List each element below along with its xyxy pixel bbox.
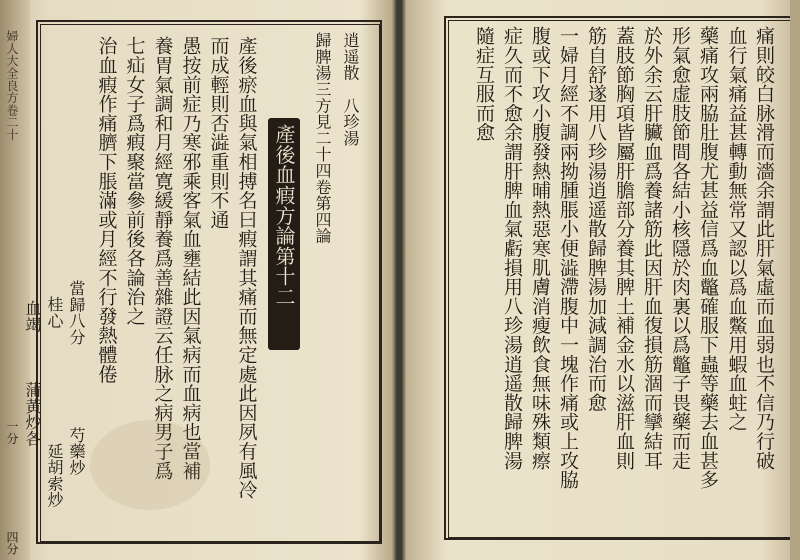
left-col-12: 一分 四分 [5, 420, 19, 556]
section-heading: 產後血瘕方論第十二 [272, 124, 296, 307]
left-col-7: 七疝女子爲瘕聚當參前後各論治之 [123, 36, 146, 326]
margin-text: 婦人大全良方卷二十 [5, 30, 19, 141]
left-col-1: 逍遥散 八珍湯 [341, 32, 360, 147]
right-page [404, 0, 800, 560]
right-col-6: 蓋肢節胸項皆屬肝膽部分養其脾土補金水以滋肝血則 [613, 26, 635, 470]
right-col-7: 筋自舒遂用八珍湯逍遥散歸脾湯加減調治而愈 [585, 26, 607, 412]
left-col-8: 治血瘕作痛臍下脹滿或月經不行發熱體倦 [95, 36, 118, 384]
right-col-11: 隨症互服而愈 [473, 26, 495, 142]
right-col-9: 腹或下攻小腹發熱晡熱惡寒肌膚消瘦飲食無味殊類瘵 [529, 26, 551, 470]
left-col-11: 血竭 蒲黃炒各 [23, 300, 42, 447]
right-col-1: 痛則皎白脉滑而濇余謂此肝氣虛而血弱也不信乃行破 [753, 26, 775, 470]
left-col-6: 養胃氣調和月經寛緩靜養爲善雜證云任脉之病男子爲 [151, 36, 174, 480]
right-col-4: 形氣愈虚肢節間各結小核隱於肉裏以爲鼈子畏藥而走 [669, 26, 691, 470]
paper-stain [90, 420, 210, 510]
right-col-5: 於外余云肝臟血爲養諸筋此因肝血復損筋涸而攣結耳 [641, 26, 663, 470]
left-col-3: 產後瘀血與氣相搏名曰瘕謂其痛而無定處此因夙有風冷 [235, 36, 258, 500]
right-col-2: 血行氣痛益甚轉動無常又認以爲血鱉用蝦血蛀之 [725, 26, 748, 432]
section-heading-block [268, 118, 300, 350]
left-col-10: 桂心 延胡索炒 [45, 296, 64, 508]
left-col-2: 歸脾湯三方見二十四卷第四論 [313, 32, 332, 244]
right-col-8: 一婦月經不調兩拗腫脹小便澁滯腹中一塊作痛或上攻脇 [557, 26, 579, 490]
right-col-3: 藥痛攻兩脇肚腹尤甚益信爲血鼈確服下蟲等藥去血甚多 [697, 26, 719, 490]
left-col-5: 愚按前症乃寒邪乘客氣血壅結此因氣病而血病也當補 [179, 36, 202, 480]
left-page [0, 0, 396, 560]
right-edge-margin [790, 0, 800, 560]
left-col-9: 當歸八分 芍藥炒 [67, 280, 86, 476]
right-col-10: 症久而不愈余謂肝脾血氣虧損用八珍湯逍遥散歸脾湯 [501, 26, 523, 470]
left-col-4: 而成輕則否澁重則不通 [207, 36, 230, 229]
